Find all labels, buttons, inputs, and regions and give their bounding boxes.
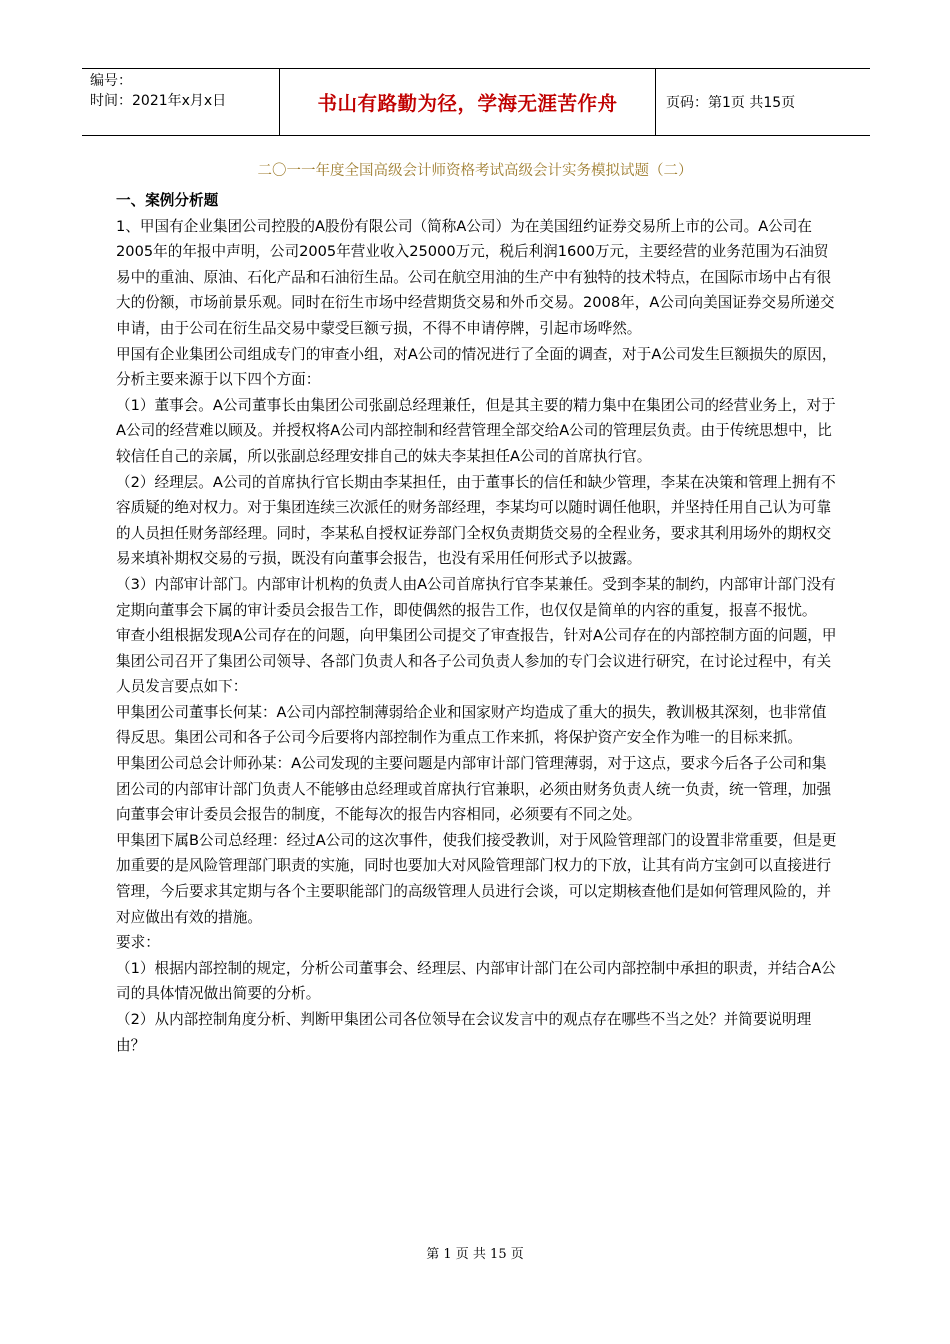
document-number-label: 编号： bbox=[90, 73, 132, 89]
requirement-item: （2）从内部控制角度分析、判断甲集团公司各位领导在会议发言中的观点存在哪些不当之处？并简要说明理由？ bbox=[116, 1011, 812, 1054]
document-title: 二〇一一年度全国高级会计师资格考试高级会计实务模拟试题（二） bbox=[257, 163, 693, 179]
header-meta-cell bbox=[82, 69, 280, 135]
paragraph: 审查小组根据发现A公司存在的问题，向甲集团公司提交了审查报告，针对A公司存在的内部控制方面的问题，甲集团公司召开了集团公司领导、各部门负责人和各子公司负责人参加的专门会议进行研究，在讨论过程中，有关人员发言要点如下： bbox=[116, 627, 837, 696]
page-header bbox=[82, 68, 870, 136]
section-heading: 一、案例分析题 bbox=[116, 192, 219, 209]
paragraph: 1、甲国有企业集团公司控股的A股份有限公司（简称A公司）为在美国纽约证券交易所上市的公司。A公司在2005年的年报中声明，公司2005年营业收入25000万元，税后利润1600万元，主要经营的业务范围为石油贸易中的重油、原油、石化产品和石油衍生品。公司在航空用油的生产中有独特的技术特点，在国际市场中占有很大的份额，市场前景乐观。同时在衍生市场中经营期货交易和外币交易。2008年，A公司向美国证券交易所递交申请，由于公司在衍生品交易中蒙受巨额亏损，不得不申请停牌，引起市场哗然。 bbox=[116, 217, 835, 337]
header-page-number: 页码：第1页 共15页 bbox=[666, 95, 796, 111]
requirement-item: （1）根据内部控制的规定，分析公司董事会、经理层、内部审计部门在公司内部控制中承担的职责，并结合A公司的具体情况做出简要的分析。 bbox=[116, 959, 836, 1003]
paragraph: 甲国有企业集团公司组成专门的审查小组，对A公司的情况进行了全面的调查，对于A公司发生巨额损失的原因，分析主要来源于以下四个方面： bbox=[116, 345, 837, 389]
page-footer: 第 1 页 共 15 页 bbox=[426, 1247, 524, 1262]
paragraph: （2）经理层。A公司的首席执行官长期由李某担任，由于董事长的信任和缺少管理，李某在决策和管理上拥有不容质疑的绝对权力。对于集团连续三次派任的财务部经理，李某均可以随时调任他职，并坚持任用自己认为可靠的人员担任财务部经理。同时，李某私自授权证券部门全权负责期货交易的全程业务，要求其利用场外的期权交易来填补期权交易的亏损，既没有向董事会报告，也没有采用任何形式予以披露。 bbox=[116, 473, 836, 568]
header-motto-cell bbox=[280, 69, 656, 135]
motto-text: 书山有路勤为径，学海无涯苦作舟 bbox=[317, 92, 618, 115]
paragraph: 甲集团公司总会计师孙某：A公司发现的主要问题是内部审计部门管理薄弱，对于这点，要求今后各子公司和集团公司的内部审计部门负责人不能够由总经理或首席执行官兼职，必须由财务负责人统一负责，统一管理，加强向董事会审计委员会报告的制度，不能每次的报告内容相同，必须要有不同之处。 bbox=[116, 755, 832, 824]
paragraph: 甲集团下属B公司总经理：经过A公司的这次事件，使我们接受教训，对于风险管理部门的设置非常重要，但是更加重要的是风险管理部门职责的实施，同时也要加大对风险管理部门权力的下放，让其有尚方宝剑可以直接进行管理，今后要求其定期与各个主要职能部门的高级管理人员进行会谈，可以定期核查他们是如何管理风险的，并对应做出有效的措施。 bbox=[116, 831, 837, 926]
document-body bbox=[116, 188, 840, 1058]
paragraph: （1）董事会。A公司董事长由集团公司张副总经理兼任，但是其主要的精力集中在集团公司的经营业务上，对于A公司的经营难以顾及。并授权将A公司内部控制和经营管理全部交给A公司的管理层负责。由于传统思想中，比较信任自己的亲属，所以张副总经理安排自己的妹夫李某担任A公司的首席执行官。 bbox=[116, 396, 836, 465]
paragraph: 甲集团公司董事长何某：A公司内部控制薄弱给企业和国家财产均造成了重大的损失，教训极其深刻，也非常值得反思。集团公司和各子公司今后要将内部控制作为重点工作来抓，将保护资产安全作为唯一的目标来抓。 bbox=[116, 703, 827, 747]
paragraph: （3）内部审计部门。内部审计机构的负责人由A公司首席执行官李某兼任。受到李某的制约，内部审计部门没有定期向董事会下属的审计委员会报告工作，即使偶然的报告工作，也仅仅是简单的内容的重复，报喜不报忧。 bbox=[116, 575, 836, 619]
header-page-cell bbox=[656, 69, 870, 135]
document-date: 时间：2021年x月x日 bbox=[90, 93, 227, 109]
requirements-label: 要求： bbox=[116, 934, 160, 952]
